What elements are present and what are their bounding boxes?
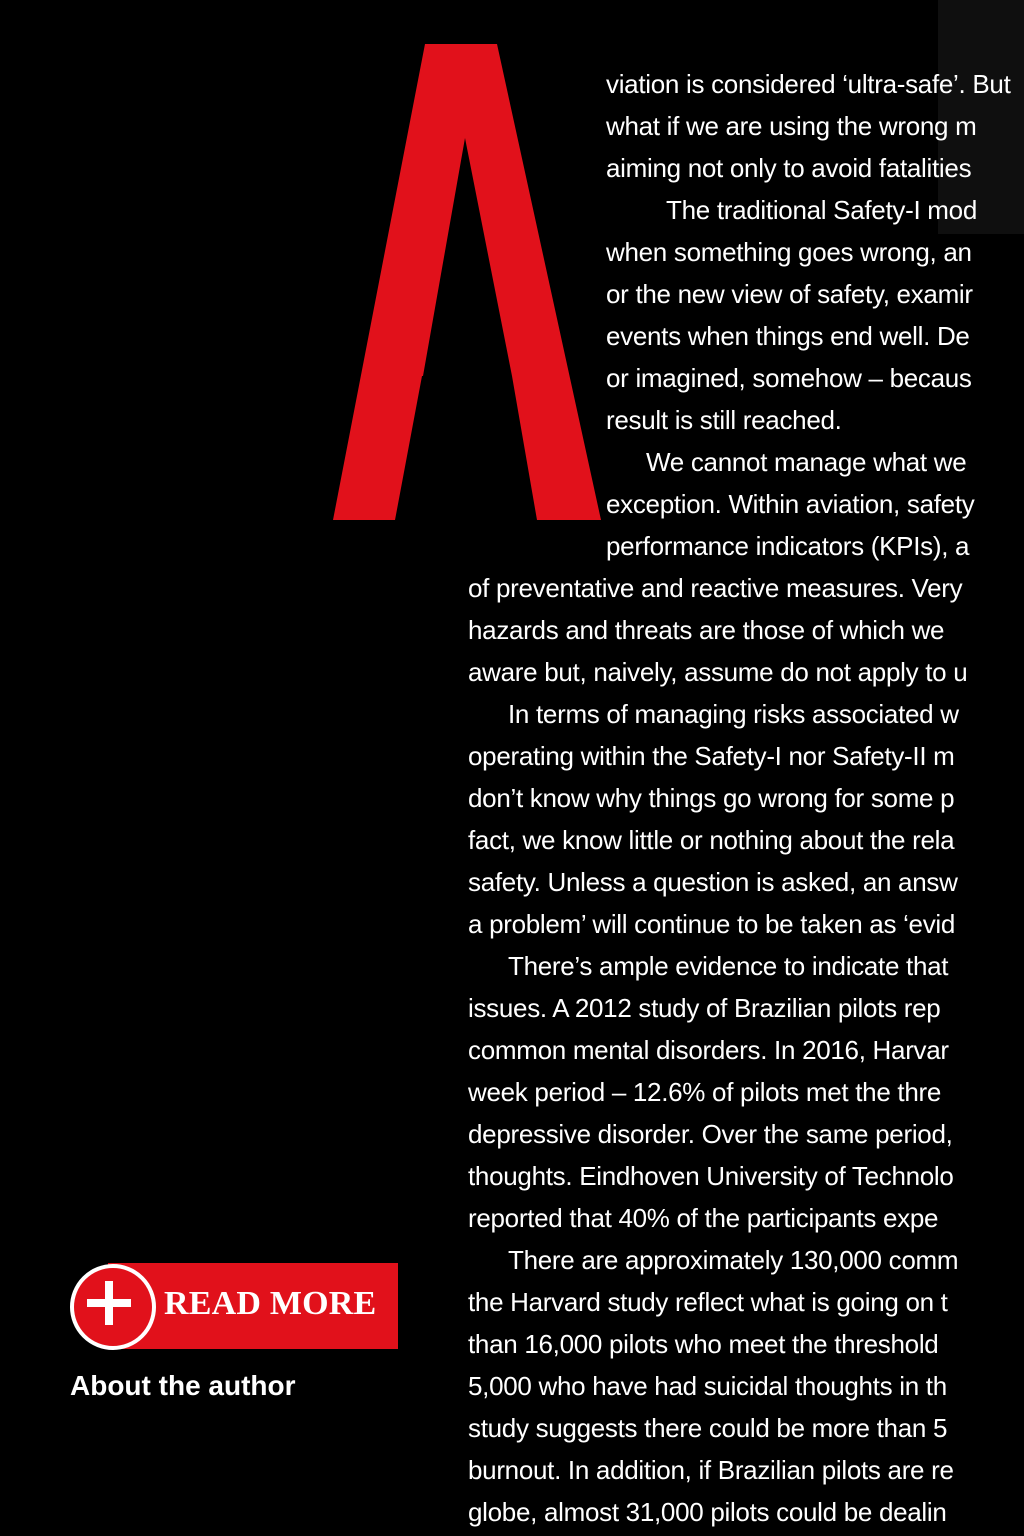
- article-line: burnout. In addition, if Brazilian pilots are re: [468, 1455, 954, 1485]
- article-line: We cannot manage what we: [646, 447, 967, 477]
- article-line: hazards and threats are those of which we: [468, 615, 945, 645]
- article-line: issues. A 2012 study of Brazilian pilots rep: [468, 993, 941, 1023]
- article-line: a problem’ will continue to be taken as ‘evid: [468, 909, 956, 939]
- plus-circle-icon: [70, 1264, 156, 1350]
- article-line: fact, we know little or nothing about the rela: [468, 825, 955, 855]
- article-line: what if we are using the wrong m: [606, 111, 977, 141]
- article-line: or the new view of safety, examir: [606, 279, 973, 309]
- article-line: the Harvard study reflect what is going on t: [468, 1287, 948, 1317]
- article-line: than 16,000 pilots who meet the threshold: [468, 1329, 939, 1359]
- article-line: thoughts. Eindhoven University of Technolo: [468, 1161, 954, 1191]
- article-line: week period – 12.6% of pilots met the thre: [468, 1077, 942, 1107]
- article-line: aiming not only to avoid fatalities: [606, 153, 972, 183]
- article-line: events when things end well. De: [606, 321, 970, 351]
- article-line: result is still reached.: [606, 405, 842, 435]
- read-more-button[interactable]: [70, 1263, 398, 1350]
- drop-cap-letter: [333, 44, 601, 520]
- article-line: safety. Unless a question is asked, an answ: [468, 867, 958, 897]
- article-line: In terms of managing risks associated w: [508, 699, 959, 729]
- article-line: The traditional Safety-I mod: [666, 195, 977, 225]
- article-line: or imagined, somehow – becaus: [606, 363, 972, 393]
- article-line: 5,000 who have had suicidal thoughts in th: [468, 1371, 947, 1401]
- article-line: There’s ample evidence to indicate that: [508, 951, 949, 981]
- article-line: viation is considered ‘ultra-safe’. But: [606, 69, 1011, 99]
- article-line: performance indicators (KPIs), a: [606, 531, 970, 561]
- article-line: of preventative and reactive measures. Very: [468, 573, 963, 603]
- article-line: globe, almost 31,000 pilots could be dealin: [468, 1497, 947, 1527]
- article-line: exception. Within aviation, safety: [606, 489, 975, 519]
- article-line: operating within the Safety-I nor Safety-II m: [468, 741, 955, 771]
- article-line: depressive disorder. Over the same period,: [468, 1119, 953, 1149]
- article-line: when something goes wrong, an: [606, 237, 972, 267]
- article-line: study suggests there could be more than 5: [468, 1413, 948, 1443]
- article-line: don’t know why things go wrong for some p: [468, 783, 955, 813]
- about-the-author-heading: About the author: [70, 1370, 296, 1401]
- read-more-label: READ MORE: [164, 1285, 377, 1322]
- article-line: aware but, naively, assume do not apply to u: [468, 657, 968, 687]
- article-line: common mental disorders. In 2016, Harvar: [468, 1035, 949, 1065]
- article-line: reported that 40% of the participants expe: [468, 1203, 939, 1233]
- article-line: There are approximately 130,000 comm: [508, 1245, 959, 1275]
